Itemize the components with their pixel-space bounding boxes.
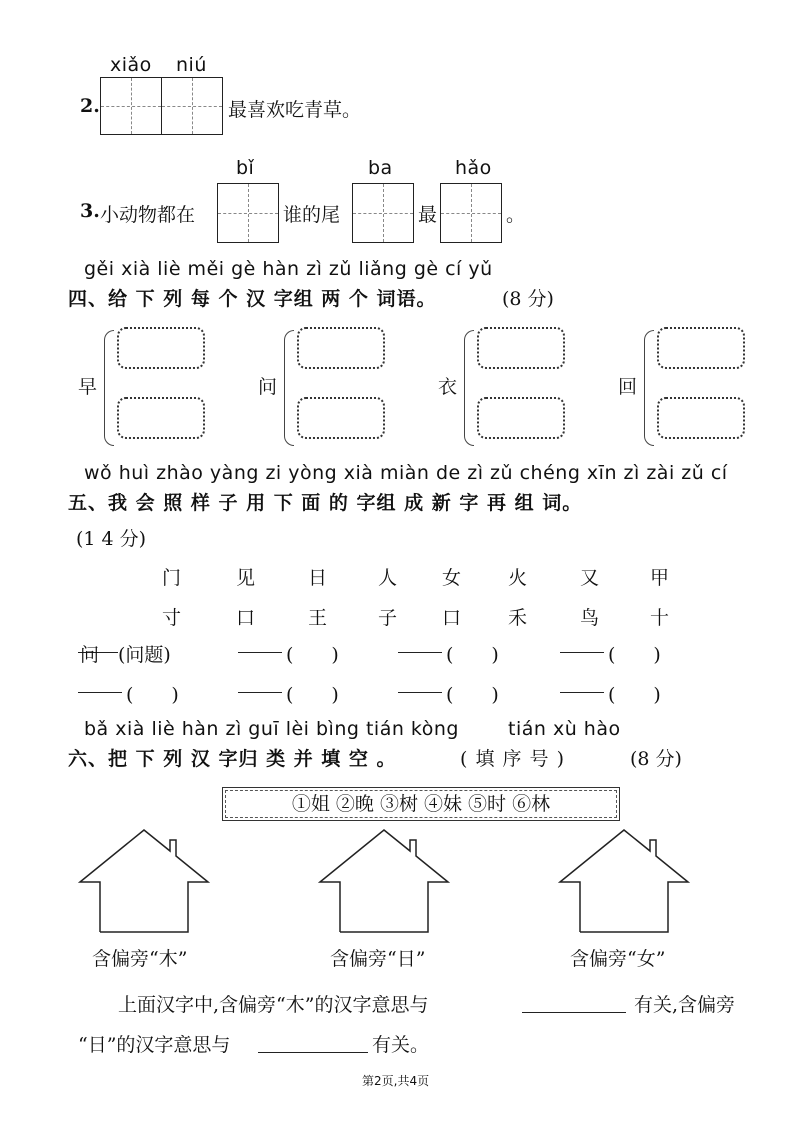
- s5-answer-paren[interactable]: ( ): [446, 644, 499, 666]
- s5-answer-blank[interactable]: [238, 652, 282, 653]
- s5-title: 五、我 会 照 样 子 用 下 面 的 字组 成 新 字 再 组 词。: [68, 492, 583, 514]
- s5-score: (1 4 分): [76, 528, 147, 550]
- s4-word-box-4b[interactable]: [657, 397, 745, 439]
- s4-brace-2: [284, 330, 294, 446]
- page-footer: 第2页,共4页: [362, 1074, 430, 1088]
- q2-pinyin-2: niú: [176, 54, 207, 76]
- s4-word-box-1a[interactable]: [117, 327, 205, 369]
- s5-char: 鸟: [580, 607, 600, 629]
- q2-pinyin-1: xiǎo: [110, 54, 152, 76]
- s5-answer-blank[interactable]: [78, 692, 122, 693]
- q2-answer-box-1[interactable]: [100, 77, 162, 135]
- q3-pinyin-1: bǐ: [236, 157, 255, 179]
- s6-score: (8 分): [630, 748, 682, 770]
- s4-brace-3: [464, 330, 474, 446]
- s5-answer-paren[interactable]: ( ): [286, 644, 339, 666]
- s5-answer-blank[interactable]: [560, 652, 604, 653]
- s5-answer-paren[interactable]: ( ): [608, 644, 661, 666]
- s5-char: 十: [650, 607, 670, 629]
- s4-word-box-2b[interactable]: [297, 397, 385, 439]
- s4-char-1: 早: [78, 376, 98, 398]
- q3-number: 3.: [80, 200, 100, 222]
- s4-brace-1: [104, 330, 114, 446]
- s5-char: 火: [508, 567, 528, 589]
- house-label-sun: 含偏旁“日”: [330, 948, 426, 970]
- s5-char: 女: [442, 567, 462, 589]
- s5-example-char: 问: [80, 644, 100, 666]
- s5-example-word: (问题): [118, 644, 171, 666]
- s6-fill-text-a: 上面汉字中,含偏旁“木”的汉字意思与: [118, 994, 429, 1016]
- s6-fill-text-b: 有关,含偏旁: [634, 994, 736, 1016]
- s5-char: 日: [308, 567, 328, 589]
- s5-answer-paren[interactable]: ( ): [608, 684, 661, 706]
- s5-pinyin: wǒ huì zhào yàng zi yòng xià miàn de zì zǔ chéng xīn zì zài zǔ cí: [84, 462, 728, 484]
- s4-word-box-1b[interactable]: [117, 397, 205, 439]
- q3-answer-box-3[interactable]: [440, 183, 502, 243]
- s6-fill-text-c: “日”的汉字意思与: [78, 1034, 231, 1056]
- s5-answer-blank[interactable]: [238, 692, 282, 693]
- s6-note: ( 填 序 号 ): [460, 748, 565, 770]
- s5-char: 见: [236, 567, 256, 589]
- s4-word-box-3b[interactable]: [477, 397, 565, 439]
- s4-pinyin: gěi xià liè měi gè hàn zì zǔ liǎng gè cí yǔ: [84, 258, 493, 280]
- s4-word-box-2a[interactable]: [297, 327, 385, 369]
- s5-answer-blank[interactable]: [398, 652, 442, 653]
- s4-score: (8 分): [502, 288, 554, 310]
- s6-pinyin-b: tián xù hào: [508, 718, 621, 740]
- s4-title: 四、给 下 列 每 个 汉 字组 两 个 词语。: [68, 288, 437, 310]
- q2-text: 最喜欢吃青草。: [228, 99, 362, 121]
- q2-number: 2.: [80, 95, 100, 117]
- q3-pinyin-3: hǎo: [455, 157, 492, 179]
- s6-fill-text-d: 有关。: [372, 1034, 430, 1056]
- q3-mid-1: 谁的尾: [283, 204, 341, 226]
- s5-char: 王: [308, 607, 328, 629]
- s5-answer-paren[interactable]: ( ): [126, 684, 179, 706]
- s6-fill-blank-2[interactable]: [258, 1052, 368, 1053]
- s6-title: 六、把 下 列 汉 字归 类 并 填 空 。: [68, 748, 397, 770]
- s5-char: 子: [378, 607, 398, 629]
- s6-pinyin-a: bǎ xià liè hàn zì guī lèi bìng tián kòng: [84, 718, 459, 740]
- q2-answer-box-2[interactable]: [161, 77, 223, 135]
- house-icon-wood: [78, 828, 210, 936]
- s4-word-box-3a[interactable]: [477, 327, 565, 369]
- s6-options: ①姐 ②晚 ③树 ④妹 ⑤时 ⑥林: [225, 790, 617, 818]
- s4-brace-4: [644, 330, 654, 446]
- s6-options-box: [222, 787, 620, 821]
- house-label-woman: 含偏旁“女”: [570, 948, 666, 970]
- s4-char-4: 回: [618, 376, 638, 398]
- s5-char: 寸: [162, 607, 182, 629]
- s5-char: 口: [236, 607, 256, 629]
- s4-char-2: 问: [258, 376, 278, 398]
- s5-char: 禾: [508, 607, 528, 629]
- s5-answer-paren[interactable]: ( ): [286, 684, 339, 706]
- q3-pinyin-2: ba: [368, 157, 393, 179]
- s5-answer-paren[interactable]: ( ): [446, 684, 499, 706]
- q3-prefix: 小动物都在: [100, 204, 196, 226]
- q3-answer-box-2[interactable]: [352, 183, 414, 243]
- q3-answer-box-1[interactable]: [217, 183, 279, 243]
- house-icon-sun: [318, 828, 450, 936]
- s6-fill-blank-1[interactable]: [522, 1012, 626, 1013]
- s4-word-box-4a[interactable]: [657, 327, 745, 369]
- s4-char-3: 衣: [438, 376, 458, 398]
- q3-mid-2: 最: [418, 204, 438, 226]
- house-icon-woman: [558, 828, 690, 936]
- s5-char: 口: [442, 607, 462, 629]
- s5-char: 甲: [650, 567, 670, 589]
- s5-answer-blank[interactable]: [398, 692, 442, 693]
- q3-end: 。: [506, 204, 526, 226]
- house-label-wood: 含偏旁“木”: [92, 948, 188, 970]
- s5-char: 人: [378, 567, 398, 589]
- s5-answer-blank[interactable]: [560, 692, 604, 693]
- s5-char: 又: [580, 567, 600, 589]
- s5-char: 门: [162, 567, 182, 589]
